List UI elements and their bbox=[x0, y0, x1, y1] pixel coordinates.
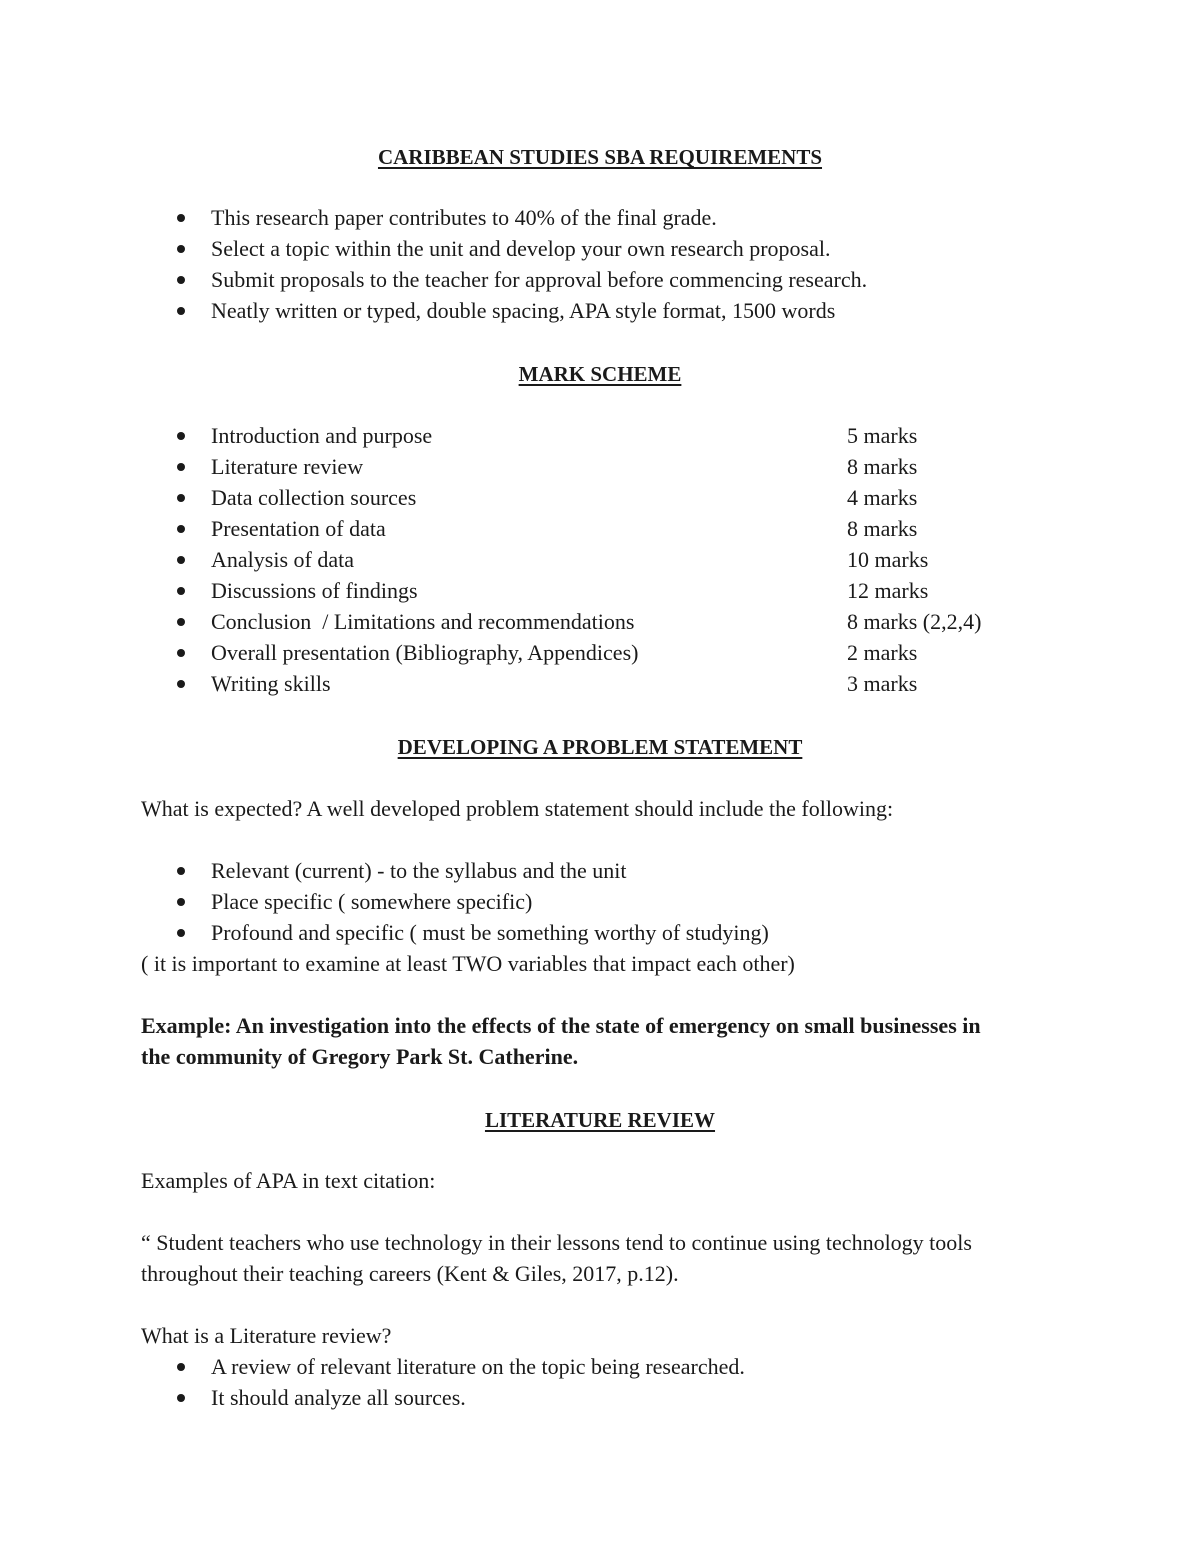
mark-label: Discussions of findings bbox=[211, 578, 418, 603]
mark-value: 8 marks bbox=[847, 454, 918, 479]
mark-label: Literature review bbox=[211, 454, 364, 479]
bullet-icon bbox=[177, 525, 185, 533]
bullet-icon bbox=[177, 867, 185, 875]
mark-value: 2 marks bbox=[847, 640, 918, 665]
list-item bbox=[0, 889, 1200, 915]
list-item bbox=[0, 858, 1200, 884]
citation-intro: Examples of APA in text citation: bbox=[141, 1168, 436, 1193]
list-item bbox=[0, 1385, 1200, 1411]
mark-label: Overall presentation (Bibliography, Appendices) bbox=[211, 640, 639, 665]
bullet-icon bbox=[177, 898, 185, 906]
literature-review-question: What is a Literature review? bbox=[141, 1323, 392, 1348]
mark-row bbox=[0, 423, 1200, 449]
list-item bbox=[0, 920, 1200, 946]
literature-review-heading: LITERATURE REVIEW bbox=[484, 1108, 716, 1132]
mark-label: Data collection sources bbox=[211, 485, 417, 510]
example-line-1: Example: An investigation into the effects of the state of emergency on small businesses in bbox=[141, 1013, 981, 1038]
mark-row bbox=[0, 578, 1200, 604]
requirement-text: Select a topic within the unit and develop your own research proposal. bbox=[211, 236, 831, 261]
bullet-icon bbox=[177, 556, 185, 564]
bullet-icon bbox=[177, 494, 185, 502]
quote-line-1: “ Student teachers who use technology in their lessons tend to continue using technology tools bbox=[141, 1230, 972, 1255]
bullet-icon bbox=[177, 276, 185, 284]
mark-value: 10 marks bbox=[847, 547, 929, 572]
definition-text: A review of relevant literature on the topic being researched. bbox=[211, 1354, 745, 1379]
bullet-icon bbox=[177, 929, 185, 937]
mark-value: 3 marks bbox=[847, 671, 918, 696]
bullet-icon bbox=[177, 214, 185, 222]
mark-label: Presentation of data bbox=[211, 516, 386, 541]
bullet-icon bbox=[177, 432, 185, 440]
mark-value: 8 marks bbox=[847, 516, 918, 541]
mark-label: Analysis of data bbox=[211, 547, 354, 572]
mark-value: 12 marks bbox=[847, 578, 929, 603]
bullet-icon bbox=[177, 307, 185, 315]
mark-value: 4 marks bbox=[847, 485, 918, 510]
mark-label: Introduction and purpose bbox=[211, 423, 433, 448]
requirements-heading: CARIBBEAN STUDIES SBA REQUIREMENTS bbox=[377, 145, 823, 169]
requirement-text: This research paper contributes to 40% of the final grade. bbox=[211, 205, 717, 230]
bullet-icon bbox=[177, 618, 185, 626]
bullet-icon bbox=[177, 245, 185, 253]
criteria-text: Relevant (current) - to the syllabus and the unit bbox=[211, 858, 627, 883]
requirement-text: Neatly written or typed, double spacing, APA style format, 1500 words bbox=[211, 298, 836, 323]
problem-statement-heading: DEVELOPING A PROBLEM STATEMENT bbox=[397, 735, 803, 759]
quote-line-2: throughout their teaching careers (Kent & Giles, 2017, p.12). bbox=[141, 1261, 679, 1286]
mark-row bbox=[0, 485, 1200, 511]
bullet-icon bbox=[177, 587, 185, 595]
list-item bbox=[0, 298, 1200, 324]
variables-note: ( it is important to examine at least TWO variables that impact each other) bbox=[141, 951, 795, 976]
bullet-icon bbox=[177, 463, 185, 471]
example-line-2: the community of Gregory Park St. Catherine. bbox=[141, 1044, 579, 1069]
mark-value: 8 marks (2,2,4) bbox=[847, 609, 982, 634]
criteria-text: Profound and specific ( must be something worthy of studying) bbox=[211, 920, 769, 945]
mark-row bbox=[0, 640, 1200, 666]
mark-value: 5 marks bbox=[847, 423, 918, 448]
bullet-icon bbox=[177, 1363, 185, 1371]
list-item bbox=[0, 205, 1200, 231]
mark-scheme-heading: MARK SCHEME bbox=[518, 362, 682, 386]
mark-row bbox=[0, 609, 1200, 635]
mark-row bbox=[0, 547, 1200, 573]
list-item bbox=[0, 267, 1200, 293]
mark-row bbox=[0, 454, 1200, 480]
list-item bbox=[0, 236, 1200, 262]
mark-label: Writing skills bbox=[211, 671, 331, 696]
mark-row bbox=[0, 516, 1200, 542]
mark-label: Conclusion / Limitations and recommendations bbox=[211, 609, 635, 634]
definition-text: It should analyze all sources. bbox=[211, 1385, 466, 1410]
list-item bbox=[0, 1354, 1200, 1380]
bullet-icon bbox=[177, 649, 185, 657]
bullet-icon bbox=[177, 680, 185, 688]
criteria-text: Place specific ( somewhere specific) bbox=[211, 889, 533, 914]
bullet-icon bbox=[177, 1394, 185, 1402]
problem-statement-intro: What is expected? A well developed problem statement should include the following: bbox=[141, 796, 894, 821]
mark-row bbox=[0, 671, 1200, 697]
requirement-text: Submit proposals to the teacher for approval before commencing research. bbox=[211, 267, 868, 292]
